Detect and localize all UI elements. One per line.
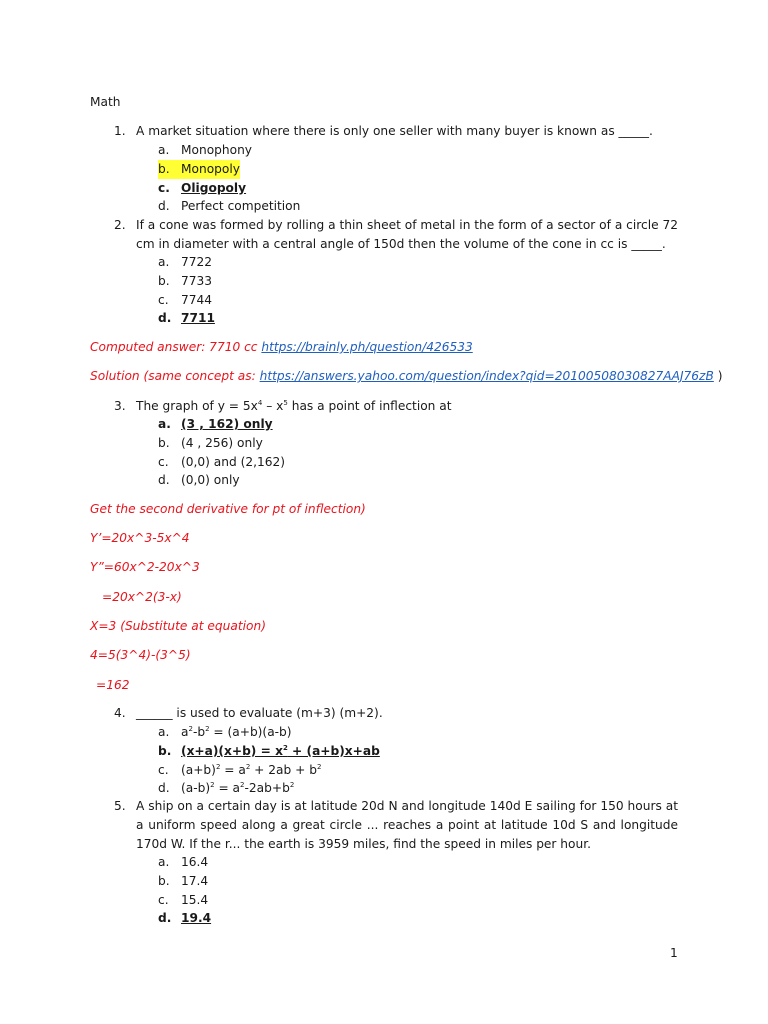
question-2 bbox=[90, 216, 678, 254]
question-number: 3. bbox=[114, 399, 126, 413]
question-2-options bbox=[158, 253, 215, 328]
question-number: 5. bbox=[114, 799, 126, 813]
question-4-options bbox=[158, 723, 380, 798]
computed-answer-note: Computed answer: 7710 cc https://brainly.ph/question/426533 bbox=[90, 340, 473, 354]
question-text: ______ is used to evaluate (m+3) (m+2). bbox=[136, 706, 383, 720]
question-number: 2. bbox=[114, 218, 126, 232]
work-line: =162 bbox=[96, 678, 130, 692]
work-line: X=3 (Substitute at equation) bbox=[90, 619, 266, 633]
question-1 bbox=[90, 122, 678, 141]
question-1-options bbox=[158, 141, 300, 216]
option-a: a. 16.4 bbox=[158, 855, 209, 869]
option-c: c. $(a+b)^2 = a^2 + 2ab + b^2$ bbox=[158, 762, 322, 777]
option-b: b. 7733 bbox=[158, 273, 213, 288]
question-4 bbox=[90, 704, 678, 723]
option-c: c. 15.4 bbox=[158, 892, 209, 907]
option-c: c. (0,0) and (2,162) bbox=[158, 454, 285, 469]
work-line: Y’=20x^3-5x^4 bbox=[90, 531, 190, 545]
page-number: 1 bbox=[670, 946, 678, 960]
question-text: A ship on a certain day is at latitude 20d N and longitude 140d E sailing for 150 hours at a uniform speed along a great circle ... reaches a point at latitude 10d S and longitude 170d W. If the r... the earth is 3959 miles, find the speed in miles per hour. bbox=[136, 799, 678, 851]
option-d-answer: d. 7711 bbox=[158, 311, 215, 326]
question-number: 4. bbox=[114, 706, 126, 720]
question-number: 1. bbox=[114, 124, 126, 138]
yahoo-answers-link[interactable]: https://answers.yahoo.com/question/index?qid=20100508030827AAJ76zB bbox=[259, 369, 714, 383]
option-d: d. (0,0) only bbox=[158, 473, 240, 488]
option-c-answer: c. Oligopoly bbox=[158, 180, 247, 195]
question-3 bbox=[90, 397, 678, 416]
work-line: =20x^2(3-x) bbox=[102, 590, 182, 604]
brainly-link[interactable]: https://brainly.ph/question/426533 bbox=[261, 340, 473, 354]
option-b: b. (4 , 256) only bbox=[158, 435, 263, 450]
option-c: c. 7744 bbox=[158, 292, 213, 307]
document-title: Math bbox=[90, 95, 121, 109]
question-3-options bbox=[158, 415, 285, 490]
option-a-answer: a. (3 , 162) only bbox=[158, 417, 273, 431]
question-5-options bbox=[158, 853, 211, 928]
question-5 bbox=[90, 797, 678, 853]
option-d: d. $(a-b)^2 = a^2-2ab+b^2$ bbox=[158, 781, 295, 796]
option-a: a. Monophony bbox=[158, 143, 253, 157]
option-a: a. 7722 bbox=[158, 255, 213, 269]
work-line: 4=5(3^4)-(3^5) bbox=[90, 648, 191, 662]
option-b: b. 17.4 bbox=[158, 873, 209, 888]
option-a: a. $a^2-b^2 = (a+b)(a-b)$ bbox=[158, 725, 292, 739]
option-b-answer: b. $(x+a)(x+b) = x^2 + (a+b)x+ab$ bbox=[158, 743, 380, 758]
option-b bbox=[158, 160, 300, 179]
option-d: d. Perfect competition bbox=[158, 199, 301, 214]
question-text: A market situation where there is only one seller with many buyer is known as _____. bbox=[136, 124, 653, 138]
option-d-answer: d. 19.4 bbox=[158, 911, 212, 926]
question-text: If a cone was formed by rolling a thin sheet of metal in the form of a sector of a circle 72 cm in diameter with a central angle of 150d then the volume of the cone in cc is _____. bbox=[136, 218, 678, 251]
highlighted-option: b. Monopoly bbox=[158, 160, 240, 179]
solution-note: Solution (same concept as: https://answers.yahoo.com/question/index?qid=20100508030827AAJ76zB ) bbox=[90, 369, 723, 383]
work-line: Y”=60x^2-20x^3 bbox=[90, 560, 200, 574]
work-line: Get the second derivative for pt of inflection) bbox=[90, 502, 366, 516]
question-text: The graph of $y = 5x^4 - x^5$ has a point of inflection at bbox=[136, 399, 452, 413]
